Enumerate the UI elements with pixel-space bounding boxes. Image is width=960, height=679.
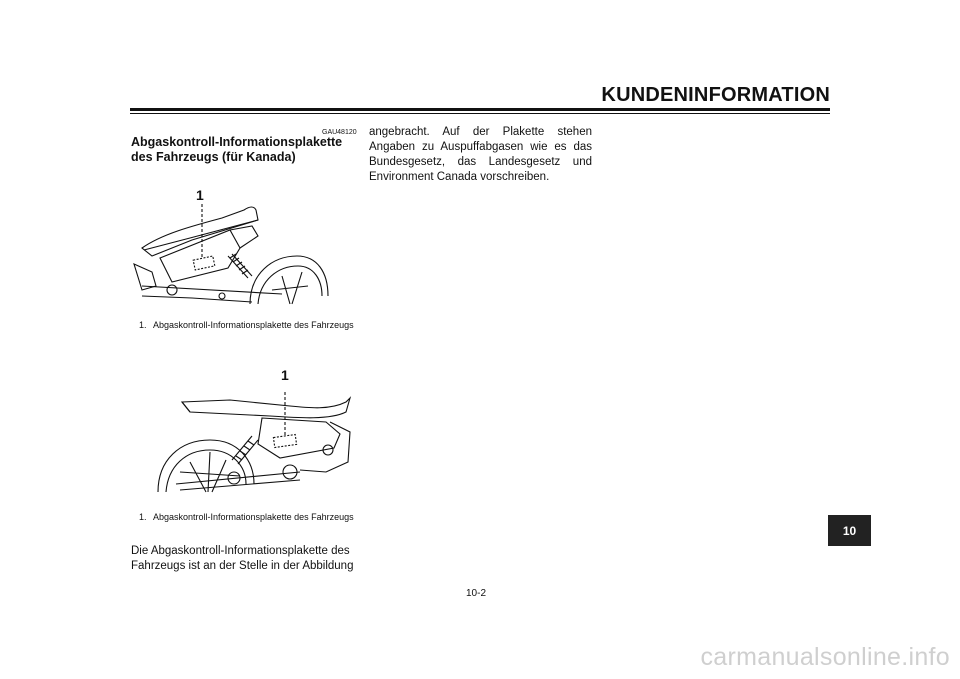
section-code: GAU48120 [322, 129, 357, 136]
figure-2-caption [139, 512, 359, 523]
figure-2-caption-number: 1. [139, 512, 147, 522]
body-text-right: angebracht. Auf der Plakette stehen Angaben zu Auspuffabgasen wie es das Bundesgesetz, das Landesgesetz und Environment Canada vorschreiben. [369, 126, 592, 183]
figure-2-illustration [150, 372, 360, 497]
header-rule-thick [130, 108, 830, 111]
figure-1-caption-number: 1. [139, 320, 147, 330]
figure-2-caption-text: Abgaskontroll-Informationsplakette des Fahrzeugs [153, 512, 354, 522]
chapter-tab[interactable]: 10 [828, 515, 871, 546]
figure-1-illustration [132, 186, 332, 306]
figure-2-callout: 1 [281, 367, 289, 383]
page-number: 10-2 [466, 588, 487, 599]
watermark: carmanualsonline.info [700, 643, 950, 671]
body-text-left: Die Abgaskontroll-Informationsplakette des Fahrzeugs ist an der Stelle in der Abbildung [131, 545, 354, 572]
figure-1-callout: 1 [196, 187, 204, 203]
figure-1-caption-text: Abgaskontroll-Informationsplakette des Fahrzeugs [153, 320, 354, 330]
page-header-title: KUNDENINFORMATION [601, 84, 830, 106]
section-heading: Abgaskontroll-Informationsplakette des Fahrzeugs (für Kanada) [131, 135, 343, 164]
header-rule-thin [130, 113, 830, 114]
figure-1-caption [139, 320, 359, 331]
